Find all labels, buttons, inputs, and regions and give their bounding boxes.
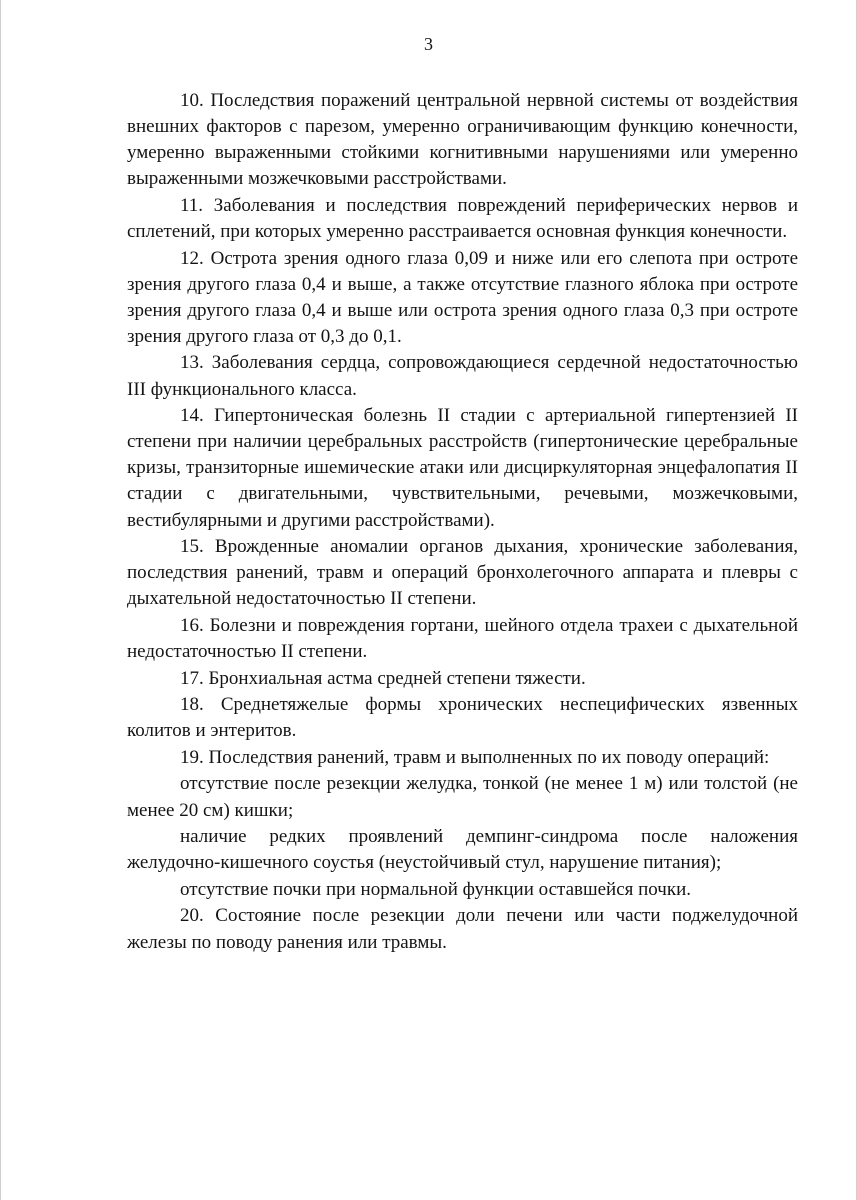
page-number: 3 <box>424 34 433 54</box>
paragraph-19-item-3: отсутствие почки при нормальной функции оставшейся почки. <box>180 878 692 900</box>
paragraph-14: 14. Гипертоническая болезнь II стадии с артериальной гипертензией II степени при наличии церебральных расстройств (гипертонические церебральные кризы, транзиторные ишемические атаки или дисциркуляторная энцефалопатия II стадии с двигательными, чувствительными, речевыми, мозжечковыми, вестибулярными и другими расстройствами). <box>127 405 798 531</box>
paragraph-19-item-2: наличие редких проявлений демпинг-синдрома после наложения желудочно-кишечного соустья (неустойчивый стул, нарушение питания); <box>127 826 798 874</box>
document-body <box>127 88 798 956</box>
paragraph-19-item-1: отсутствие после резекции желудка, тонкой (не менее 1 м) или толстой (не менее 20 см) кишки; <box>127 773 798 821</box>
paragraph-18: 18. Среднетяжелые формы хронических неспецифических язвенных колитов и энтеритов. <box>127 694 798 742</box>
paragraph-12: 12. Острота зрения одного глаза 0,09 и ниже или его слепота при остроте зрения другого глаза 0,4 и выше, а также отсутствие глазного яблока при остроте зрения другого глаза 0,4 и выше или острота зрения одного глаза 0,3 при остроте зрения другого глаза от 0,3 до 0,1. <box>127 247 798 347</box>
paragraph-17: 17. Бронхиальная астма средней степени тяжести. <box>180 667 586 689</box>
paragraph-16: 16. Болезни и повреждения гортани, шейного отдела трахеи с дыхательной недостаточностью II степени. <box>127 614 798 662</box>
paragraph-15: 15. Врожденные аномалии органов дыхания, хронические заболевания, последствия ранений, травм и операций бронхолегочного аппарата и плевры с дыхательной недостаточностью II степени. <box>127 536 798 610</box>
paragraph-13: 13. Заболевания сердца, сопровождающиеся сердечной недостаточностью III функционального класса. <box>127 352 798 400</box>
paragraph-11: 11. Заболевания и последствия повреждений периферических нервов и сплетений, при которых умеренно расстраивается основная функция конечности. <box>127 194 798 242</box>
paragraph-19: 19. Последствия ранений, травм и выполненных по их поводу операций: <box>180 746 770 768</box>
paragraph-10: 10. Последствия поражений центральной нервной системы от воздействия внешних факторов с парезом, умеренно ограничивающим функцию конечности, умеренно выраженными стойкими когнитивными нарушениями или умеренно выраженными мозжечковыми расстройствами. <box>127 90 798 190</box>
paragraph-20: 20. Состояние после резекции доли печени или части поджелудочной железы по поводу ранения или травмы. <box>127 905 798 953</box>
